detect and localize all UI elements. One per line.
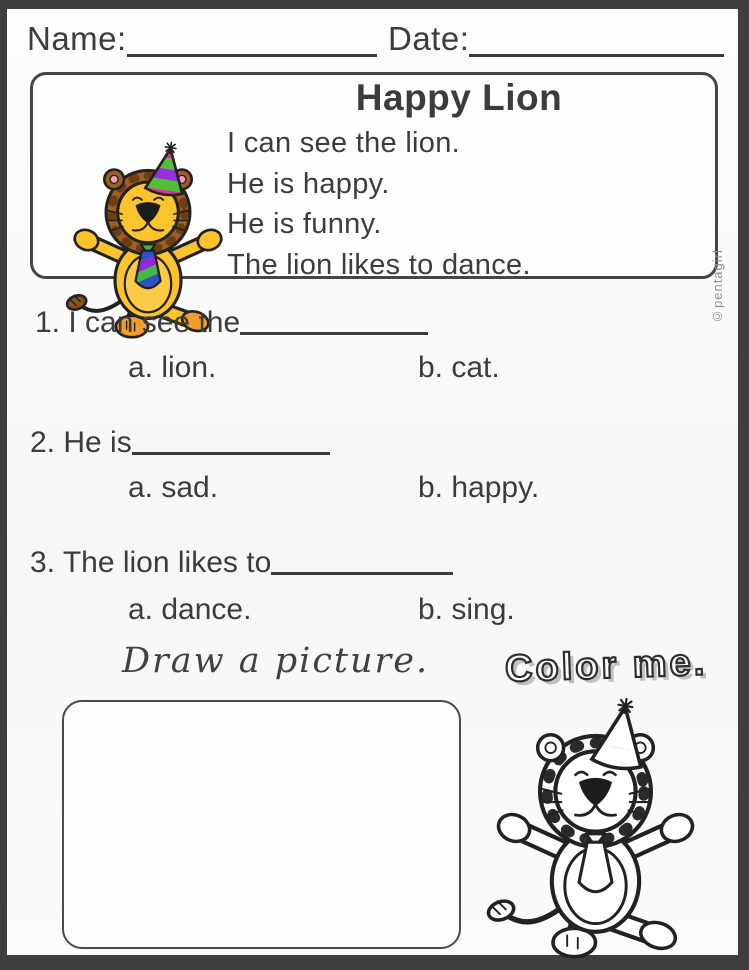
question-3-number: 3. <box>30 546 56 579</box>
question-2-prompt: 2. He is <box>30 419 330 460</box>
question-1-option-a[interactable]: a. lion. <box>128 351 217 384</box>
draw-a-picture-label: Draw a picture. <box>122 641 430 681</box>
color-me-label: Color me. <box>504 641 708 691</box>
passage-line: I can see the lion. <box>227 127 461 159</box>
question-1-number: 1. <box>35 306 61 339</box>
date-field <box>388 22 724 57</box>
question-2-option-b[interactable]: b. happy. <box>418 471 540 504</box>
question-3-option-b[interactable]: b. sing. <box>418 593 515 626</box>
question-2-option-a[interactable]: a. sad. <box>128 471 219 504</box>
drawing-area[interactable] <box>62 700 461 949</box>
question-3-option-a[interactable]: a. dance. <box>128 593 252 626</box>
date-write-line[interactable] <box>469 22 724 57</box>
credit-text: ©pentagirl <box>710 249 725 324</box>
passage-title: Happy Lion <box>355 77 563 118</box>
question-1-option-b[interactable]: b. cat. <box>418 351 500 384</box>
worksheet-page <box>7 9 738 955</box>
passage-line: The lion likes to dance. <box>227 248 531 281</box>
date-label: Date: <box>388 20 470 58</box>
question-1-answer-blank[interactable] <box>240 302 428 335</box>
color-me-lion-outline-icon[interactable] <box>483 697 708 959</box>
question-2-answer-blank[interactable] <box>132 422 330 455</box>
passage-line: He is happy. <box>227 167 390 200</box>
question-3-prompt: 3. The lion likes to <box>30 539 453 580</box>
name-write-line[interactable] <box>127 22 377 57</box>
question-1-prompt: 1. I can see the <box>35 299 428 340</box>
name-field <box>27 22 377 57</box>
question-2-number: 2. <box>30 426 56 459</box>
passage-line: He is funny. <box>227 208 382 240</box>
name-label: Name: <box>27 20 127 58</box>
question-3-answer-blank[interactable] <box>271 542 453 575</box>
reading-passage-box <box>30 72 718 279</box>
passage-text <box>227 123 707 285</box>
